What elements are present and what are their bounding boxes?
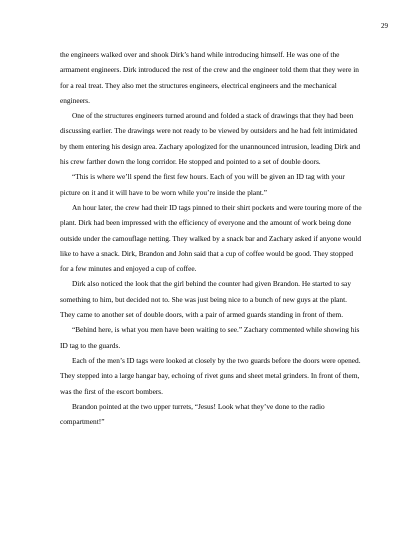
paragraph: Dirk also noticed the look that the girl behind the counter had given Brandon. He started to say something to him, but decided not to. She was just being nice to a bunch of new guys at the plant. They came to another set of double doors, with a pair of armed guards standing in front of them.: [60, 279, 351, 320]
paragraph: “Behind here, is what you men have been waiting to see.” Zachary commented while showing his ID tag to the guards.: [60, 325, 360, 350]
paragraph: “This is where we’ll spend the first few hours. Each of you will be given an ID tag with your picture on it and it will have to be worn while you’re inside the plant.”: [60, 172, 345, 197]
paragraph: An hour later, the crew had their ID tags pinned to their shirt pockets and were touring more of the plant. Dirk had been impressed with the efficiency of everyone and the amount of work being done outside under the camouflage netting. They walked by a snack bar and Zachary asked if anyone would like to have a snack. Dirk, Brandon and John said that a cup of coffee would be good. They stopped for a few minutes and enjoyed a cup of coffee.: [60, 202, 362, 274]
paragraph: Each of the men’s ID tags were looked at closely by the two guards before the doors were opened. They stepped into a large hangar bay, echoing of rivet guns and sheet metal grinders. In front of them, was the first of the escort bombers.: [60, 355, 361, 396]
paragraph: Brandon pointed at the two upper turrets, “Jesus! Look what they’ve done to the radio compartment!”: [60, 401, 325, 427]
body-text: [60, 47, 362, 429]
paragraph: the engineers walked over and shook Dirk’s hand while introducing himself. He was one of the armament engineers. Dirk introduced the rest of the crew and the engineer told them that they were in for a real treat. They also met the structures engineers, electrical engineers and the mechanical engineers.: [60, 50, 359, 105]
paragraph: One of the structures engineers turned around and folded a stack of drawings that they had been discussing earlier. The drawings were not ready to be viewed by outsiders and he had felt intimidated by them entering his design area. Zachary apologized for the unannounced intrusion, leading Dirk and his crew farther down the long corridor. He stopped and pointed to a set of double doors.: [60, 111, 361, 167]
page-number: 29: [381, 22, 388, 30]
